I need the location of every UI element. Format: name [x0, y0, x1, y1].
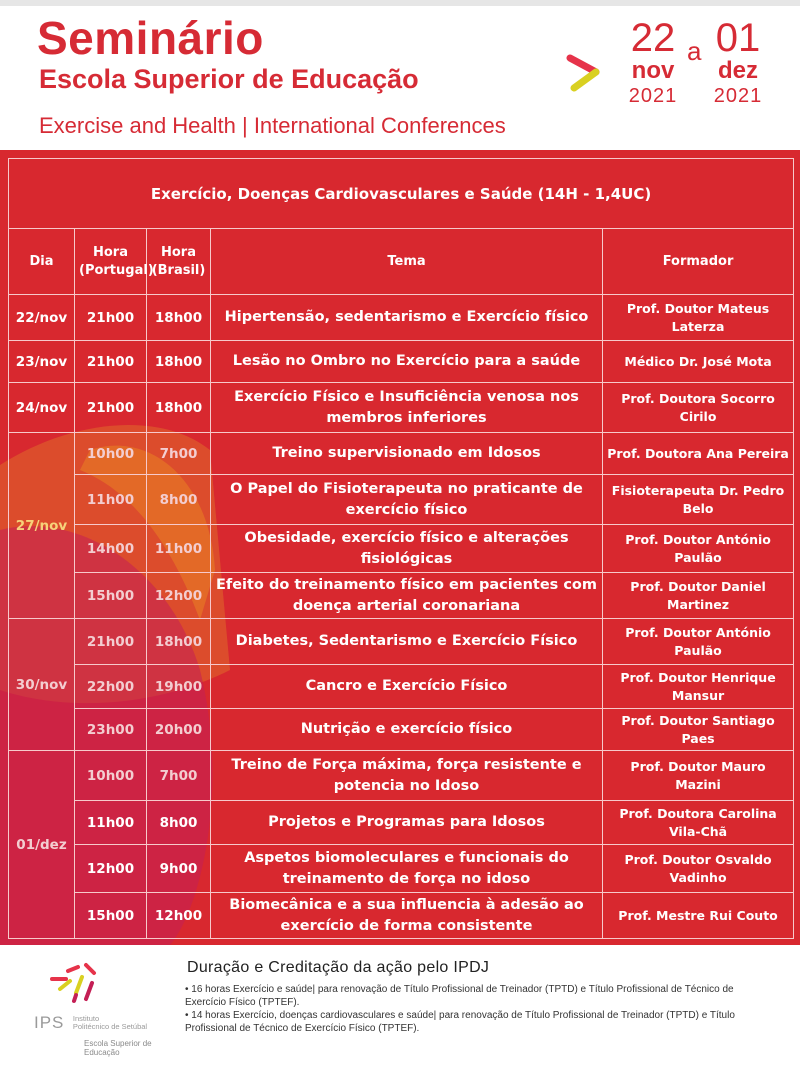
day-cell: 01/dez — [9, 751, 75, 939]
topic: Cancro e Exercício Físico — [211, 665, 603, 709]
trainer: Prof. Doutor Daniel Martinez — [603, 573, 794, 619]
topic: O Papel do Fisioterapeuta no praticante de exercício físico — [211, 475, 603, 525]
time-br: 18h00 — [147, 295, 211, 341]
table-row — [9, 751, 794, 801]
day-cell: 24/nov — [9, 383, 75, 433]
page-title: Seminário — [37, 12, 264, 64]
ips-school-line1: Escola Superior de — [84, 1039, 152, 1048]
time-br: 20h00 — [147, 709, 211, 751]
credit-line-2: • 14 horas Exercício, doenças cardiovasculares e saúde| para renovação de Título Profissional de Treinador (TPTD) e Título Profissional de Técnico de Exercício Físico (TPTEF). — [185, 1010, 735, 1034]
table-row — [9, 573, 794, 619]
start-year: 2021 — [628, 85, 678, 107]
ips-institute-line1: Instituto — [72, 1014, 100, 1023]
topic: Aspetos biomoleculares e funcionais do treinamento de força no idoso — [211, 845, 603, 893]
table-row — [9, 433, 794, 475]
trainer: Prof. Doutor Henrique Mansur — [603, 665, 794, 709]
time-pt: 21h00 — [75, 295, 147, 341]
ips-school-line2: Educação — [84, 1048, 120, 1057]
day-cell: 27/nov — [9, 433, 75, 619]
col-hora-pt-sub: (Portugal) — [79, 262, 154, 278]
day-cell: 30/nov — [9, 619, 75, 751]
topic: Exercício Físico e Insuficiência venosa nos membros inferiores — [211, 383, 603, 433]
trainer: Prof. Doutora Ana Pereira — [603, 433, 794, 475]
end-date — [703, 18, 773, 108]
time-br: 12h00 — [147, 573, 211, 619]
time-br: 9h00 — [147, 845, 211, 893]
end-year: 2021 — [713, 85, 763, 107]
time-br: 18h00 — [147, 341, 211, 383]
topic: Biomecânica e a sua influencia à adesão ao exercício de forma consistente — [211, 893, 603, 939]
table-row — [9, 295, 794, 341]
topic: Lesão no Ombro no Exercício para a saúde — [211, 341, 603, 383]
day-cell: 22/nov — [9, 295, 75, 341]
col-hora-br-sub: (Brasil) — [151, 262, 206, 278]
ips-acronym: IPS — [34, 1013, 65, 1032]
topic: Treino de Força máxima, força resistente e potencia no Idoso — [211, 751, 603, 801]
start-date — [618, 18, 688, 108]
table-row — [9, 341, 794, 383]
table-row — [9, 709, 794, 751]
col-hora-portugal — [75, 229, 154, 295]
trainer: Prof. Doutora Carolina Vila-Chã — [603, 801, 794, 845]
credit-title: Duração e Creditação da ação pelo IPDJ — [187, 959, 490, 976]
day-cell: 23/nov — [9, 341, 75, 383]
trainer: Prof. Doutor Mauro Mazini — [603, 751, 794, 801]
credit-line-1: • 16 horas Exercício e saúde| para renovação de Título Profissional de Treinador (TPTD) e Título Profissional de Técnico de Exercício Físico (TPTEF). — [185, 984, 734, 1008]
time-pt: 21h00 — [75, 341, 147, 383]
col-tema: Tema — [211, 229, 603, 295]
start-day: 22 — [630, 16, 676, 60]
col-formador: Formador — [603, 229, 794, 295]
time-br: 18h00 — [147, 383, 211, 433]
trainer: Prof. Doutor António Paulão — [603, 525, 794, 573]
time-br: 19h00 — [147, 665, 211, 709]
col-dia: Dia — [9, 229, 75, 295]
date-separator: a — [687, 36, 702, 66]
table-row — [9, 845, 794, 893]
schedule-table — [8, 158, 794, 939]
time-pt: 23h00 — [75, 709, 147, 751]
tagline: Exercise and Health | International Conferences — [39, 113, 506, 138]
time-br: 8h00 — [147, 475, 211, 525]
table-row — [9, 383, 794, 433]
header-row — [9, 229, 794, 295]
header — [0, 0, 800, 150]
time-br: 18h00 — [147, 619, 211, 665]
topic: Obesidade, exercício físico e alterações fisiológicas — [211, 525, 603, 573]
trainer: Prof. Doutor António Paulão — [603, 619, 794, 665]
ips-institute — [73, 1015, 147, 1031]
topic: Treino supervisionado em Idosos — [211, 433, 603, 475]
table-row — [9, 525, 794, 573]
time-pt: 21h00 — [75, 383, 147, 433]
arrow-logo-icon — [566, 52, 610, 96]
table-row — [9, 665, 794, 709]
end-day: 01 — [715, 16, 761, 60]
col-hora-brasil — [147, 229, 211, 295]
time-pt: 11h00 — [75, 801, 147, 845]
trainer: Fisioterapeuta Dr. Pedro Belo — [603, 475, 794, 525]
footer — [0, 945, 800, 1067]
time-pt: 10h00 — [75, 751, 147, 801]
time-pt: 10h00 — [75, 433, 147, 475]
schedule-panel — [0, 150, 800, 945]
ips-wordmark — [34, 1013, 147, 1033]
time-pt: 11h00 — [75, 475, 147, 525]
col-hora-br-label: Hora — [161, 244, 196, 260]
table-row — [9, 893, 794, 939]
start-month: nov — [631, 57, 675, 84]
time-pt: 12h00 — [75, 845, 147, 893]
topic: Projetos e Programas para Idosos — [211, 801, 603, 845]
trainer: Prof. Doutor Osvaldo Vadinho — [603, 845, 794, 893]
end-month: dez — [717, 57, 758, 84]
time-pt: 22h00 — [75, 665, 147, 709]
ips-institute-line2: Politécnico de Setúbal — [72, 1022, 148, 1031]
time-pt: 14h00 — [75, 525, 147, 573]
time-pt: 15h00 — [75, 573, 147, 619]
time-pt: 21h00 — [75, 619, 147, 665]
ips-school — [84, 1039, 152, 1057]
trainer: Médico Dr. José Mota — [603, 341, 794, 383]
topic: Nutrição e exercício físico — [211, 709, 603, 751]
trainer: Prof. Doutor Mateus Laterza — [603, 295, 794, 341]
time-br: 8h00 — [147, 801, 211, 845]
table-row — [9, 475, 794, 525]
time-br: 12h00 — [147, 893, 211, 939]
trainer: Prof. Mestre Rui Couto — [603, 893, 794, 939]
table-row — [9, 619, 794, 665]
table-row — [9, 801, 794, 845]
trainer: Prof. Doutor Santiago Paes — [603, 709, 794, 751]
time-pt: 15h00 — [75, 893, 147, 939]
ips-logo-icon — [46, 959, 102, 1005]
schedule-title: Exercício, Doenças Cardiovasculares e Saúde (14H - 1,4UC) — [9, 159, 794, 229]
topic: Diabetes, Sedentarismo e Exercício Físico — [211, 619, 603, 665]
time-br: 11h00 — [147, 525, 211, 573]
time-br: 7h00 — [147, 751, 211, 801]
trainer: Prof. Doutora Socorro Cirilo — [603, 383, 794, 433]
page-subtitle: Escola Superior de Educação — [39, 64, 419, 94]
topic: Hipertensão, sedentarismo e Exercício físico — [211, 295, 603, 341]
col-hora-pt-label: Hora — [93, 244, 128, 260]
topic: Efeito do treinamento físico em pacientes com doença arterial coronariana — [211, 573, 603, 619]
time-br: 7h00 — [147, 433, 211, 475]
